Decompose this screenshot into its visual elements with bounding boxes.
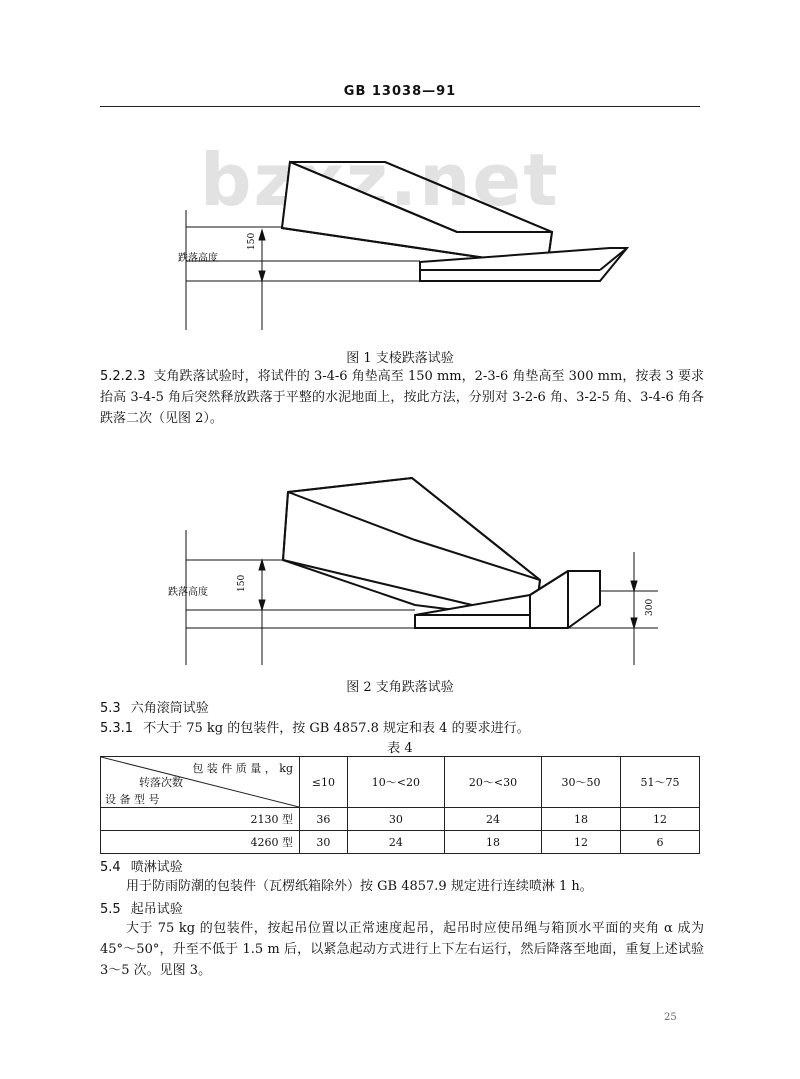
table-cell: 18	[444, 831, 541, 854]
table-4	[100, 756, 700, 854]
table-cell: 18	[542, 808, 621, 831]
figure-1-caption: 图 1 支棱跌落试验	[346, 351, 454, 366]
paragraph-5-2-2-3	[100, 366, 704, 429]
column-header: ≤10	[300, 757, 348, 808]
fig2-150-label: 150	[237, 574, 247, 592]
figure-2-drawing	[0, 470, 800, 670]
section-5-3-1	[100, 717, 530, 736]
section-5-3-heading	[100, 697, 209, 716]
section-5-4-title: 喷淋试验	[130, 860, 183, 875]
table-cell: 24	[347, 831, 444, 854]
corner-label-mass: 包 装 件 质 量 ， kg	[192, 762, 293, 775]
page-number: 25	[664, 1012, 677, 1023]
table-cell: 6	[621, 831, 700, 854]
figure-1	[0, 150, 800, 335]
column-header: 10～<20	[347, 757, 444, 808]
section-5-3-number: 5.3	[100, 701, 121, 716]
section-5-3-1-text: 不大于 75 kg 的包装件，按 GB 4857.8 规定和表 4 的要求进行。	[143, 721, 530, 736]
standard-header: GB 13038—91	[343, 84, 457, 99]
header-rule	[100, 106, 700, 107]
section-5-4-heading	[100, 856, 183, 875]
table-cell: 12	[542, 831, 621, 854]
table-corner-cell	[101, 757, 300, 808]
section-5-4-text: 用于防雨防潮的包装件（瓦楞纸箱除外）按 GB 4857.9 规定进行连续喷淋 1 h。	[126, 879, 593, 894]
table-row	[101, 808, 700, 831]
row-model: 2130 型	[101, 808, 300, 831]
section-5-3-1-number: 5.3.1	[100, 721, 134, 736]
fig1-150-label: 150	[247, 232, 257, 250]
corner-label-drops: 转落次数	[139, 776, 183, 789]
row-model: 4260 型	[101, 831, 300, 854]
column-header: 30～50	[542, 757, 621, 808]
table-cell: 24	[444, 808, 541, 831]
figure-2-caption: 图 2 支角跌落试验	[346, 680, 454, 695]
paragraph-5-2-2-3-number: 5.2.2.3	[100, 369, 146, 384]
table-4-title: 表 4	[387, 741, 413, 756]
section-5-5-title: 起吊试验	[130, 902, 183, 917]
section-5-5-number: 5.5	[100, 902, 121, 917]
figure-2	[0, 470, 800, 670]
column-header: 20～<30	[444, 757, 541, 808]
corner-label-equipment: 设 备 型 号	[105, 793, 160, 806]
table-cell: 12	[621, 808, 700, 831]
section-5-3-title: 六角滚筒试验	[130, 701, 209, 716]
table-cell: 30	[347, 808, 444, 831]
table-cell: 36	[300, 808, 348, 831]
figure-1-drawing	[0, 150, 800, 335]
column-header: 51～75	[621, 757, 700, 808]
fig2-drop-height-label: 跌落高度	[168, 587, 208, 598]
section-5-4-number: 5.4	[100, 860, 121, 875]
paragraph-5-2-2-3-text: 支角跌落试验时，将试件的 3-4-6 角垫高至 150 mm，2-3-6 角垫高至 300 mm，按表 3 要求抬高 3-4-5 角后突然释放跌落于平整的水泥地面上，按此方法，分别对 3-2-6 角、3-2-5 角、3-4-6 角各跌落二次（见图 2）。	[100, 369, 704, 426]
table-row	[101, 831, 700, 854]
table-header-row	[101, 757, 700, 808]
section-5-5-heading	[100, 898, 183, 917]
fig2-300-label: 300	[645, 598, 655, 616]
table-cell: 30	[300, 831, 348, 854]
watermark: bzxz.net	[200, 138, 560, 222]
fig1-drop-height-label: 跌落高度	[178, 253, 218, 264]
section-5-5-text: 大于 75 kg 的包装件，按起吊位置以正常速度起吊，起吊时应使吊绳与箱顶水平面的夹角 α 成为 45°～50°，升至不低于 1.5 m 后，以紧急起动方式进行上下左右运行，然后降落至地面，重复上述试验 3～5 次。见图 3。	[100, 921, 704, 978]
